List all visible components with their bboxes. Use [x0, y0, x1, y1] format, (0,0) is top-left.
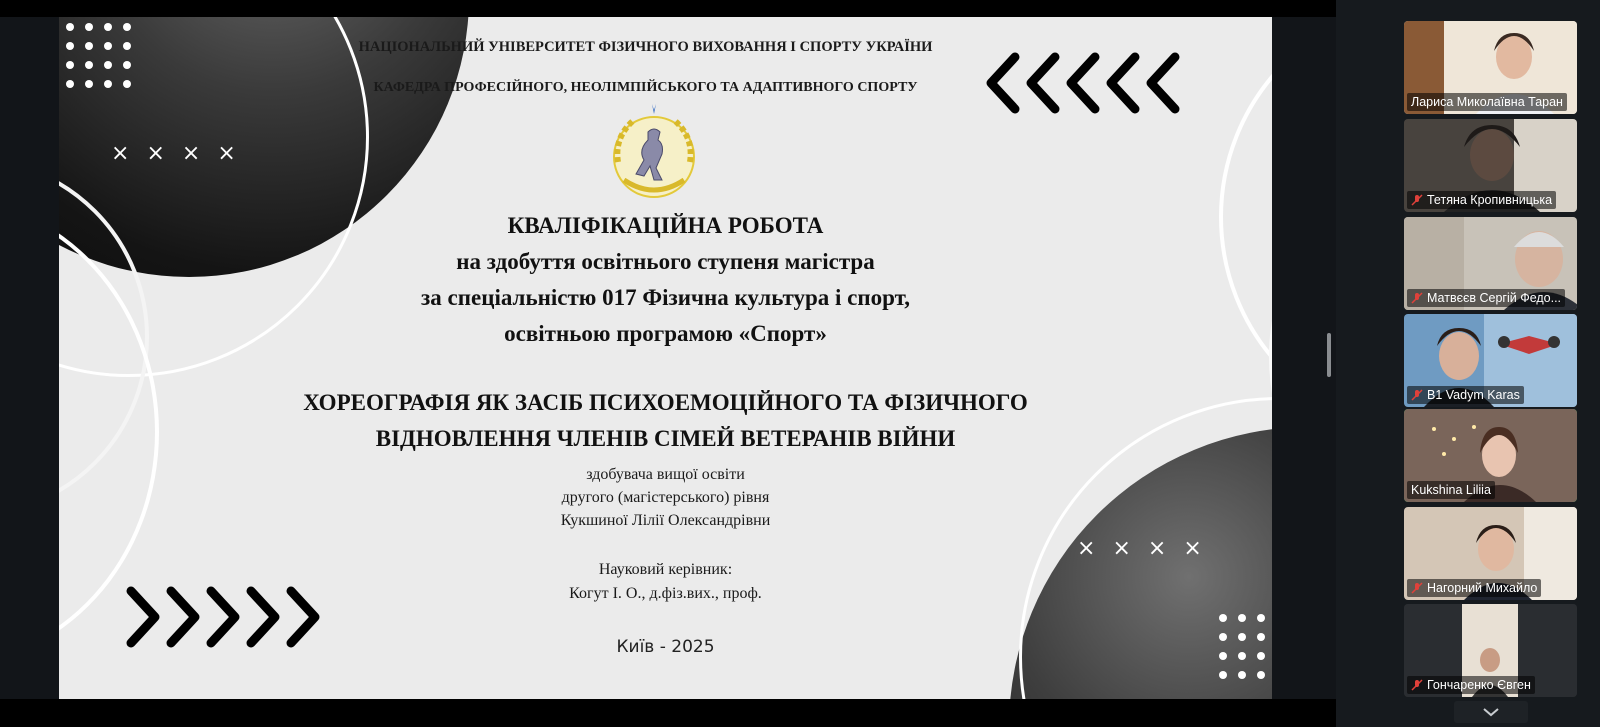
- microphone-off-icon: [1411, 389, 1423, 401]
- participant-tile[interactable]: [1404, 217, 1577, 310]
- participant-name: Матвєєв Сергій Федо...: [1407, 289, 1565, 307]
- scroll-down-button[interactable]: [1454, 701, 1528, 723]
- participant-tile[interactable]: [1404, 314, 1577, 407]
- participants-panel: [1404, 21, 1577, 697]
- decor-crosses-bottom-right: [1077, 536, 1202, 561]
- cross-icon: ×: [146, 141, 165, 166]
- city-year: Київ - 2025: [616, 637, 715, 657]
- university-name: НАЦІОНАЛЬНИЙ УНІВЕРСИТЕТ ФІЗИЧНОГО ВИХОВАННЯ І СПОРТУ УКРАЇНИ: [358, 39, 933, 55]
- cross-icon: ×: [1147, 536, 1167, 561]
- cross-icon: ×: [1112, 536, 1131, 561]
- microphone-off-icon: [1411, 679, 1423, 691]
- department-name: КАФЕДРА ПРОФЕСІЙНОГО, НЕОЛІМПІЙСЬКОГО ТА АДАПТИВНОГО СПОРТУ: [373, 80, 918, 95]
- microphone-off-icon: [1411, 292, 1423, 304]
- decor-crosses-top-left: [111, 141, 236, 166]
- participant-name: Лариса Миколаївна Таран: [1407, 93, 1567, 111]
- author-name: Кукшиної Лілії Олександрівни: [560, 512, 771, 529]
- heading-line-4: освітньою програмою «Спорт»: [504, 321, 827, 346]
- heading-line-3: за спеціальністю 017 Фізична культура і спорт,: [421, 285, 910, 310]
- panel-resize-handle[interactable]: [1327, 333, 1331, 377]
- participant-name: B1 Vadym Karas: [1407, 386, 1524, 404]
- heading-line-1: КВАЛІФІКАЦІЙНА РОБОТА: [507, 213, 824, 238]
- letterbox-top: [0, 0, 1336, 17]
- participant-tile[interactable]: [1404, 119, 1577, 212]
- thesis-title-line-1: ХОРЕОГРАФІЯ ЯК ЗАСІБ ПСИХОЕМОЦІЙНОГО ТА ФІЗИЧНОГО: [303, 390, 1028, 415]
- cross-icon: ×: [1077, 536, 1096, 561]
- university-emblem-icon: [604, 102, 704, 202]
- heading-line-2: на здобуття освітнього ступеня магістра: [456, 249, 875, 274]
- cross-icon: ×: [111, 141, 130, 166]
- cross-icon: ×: [181, 141, 201, 166]
- participant-name: Гончаренко Євген: [1407, 676, 1535, 694]
- participant-tile[interactable]: [1404, 21, 1577, 114]
- cross-icon: ×: [1183, 536, 1202, 561]
- supervisor-label: Науковий керівник:: [598, 561, 733, 578]
- participant-name: Kukshina Liliia: [1407, 481, 1495, 499]
- participant-name: Нагорний Михайло: [1407, 579, 1541, 597]
- participant-tile[interactable]: [1404, 604, 1577, 697]
- microphone-off-icon: [1411, 582, 1423, 594]
- presentation-slide: [59, 17, 1272, 699]
- thesis-title-line-2: ВІДНОВЛЕННЯ ЧЛЕНІВ СІМЕЙ ВЕТЕРАНІВ ВІЙНИ: [375, 426, 956, 451]
- participant-tile-active-speaker[interactable]: [1404, 409, 1577, 502]
- author-line-1: здобувача вищої освіти: [586, 466, 745, 483]
- supervisor-name: Когут І. О., д.фіз.вих., проф.: [569, 585, 762, 602]
- chevron-down-icon: [1454, 701, 1528, 723]
- letterbox-bottom: [0, 699, 1336, 727]
- cross-icon: ×: [217, 141, 236, 166]
- author-line-2: другого (магістерського) рівня: [561, 489, 770, 506]
- microphone-off-icon: [1411, 194, 1423, 206]
- participant-name: Тетяна Кропивницька: [1407, 191, 1556, 209]
- participant-tile[interactable]: [1404, 507, 1577, 600]
